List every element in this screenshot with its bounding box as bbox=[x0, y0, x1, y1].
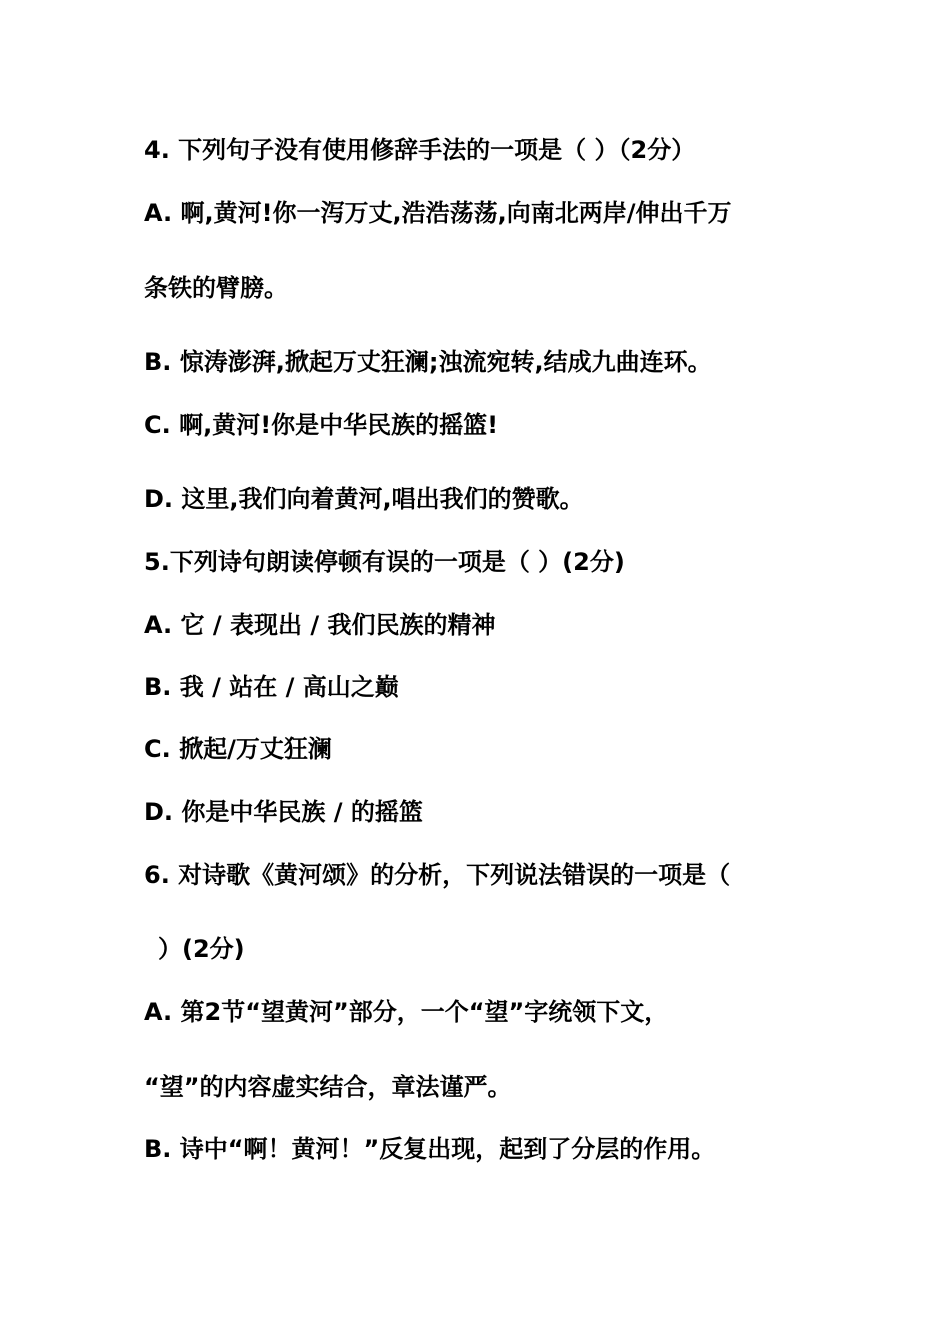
q6-option-a-line1: A. 第2节“望黄河”部分，一个“望”字统领下文， bbox=[144, 998, 669, 1026]
q4-option-c: C. 啊,黄河!你是中华民族的摇篮! bbox=[144, 411, 499, 439]
q6-option-a-line2: “望”的内容虚实结合，章法谨严。 bbox=[144, 1073, 512, 1101]
q5-option-c: C. 掀起/万丈狂澜 bbox=[144, 735, 332, 763]
q4-option-d: D. 这里,我们向着黄河,唱出我们的赞歌。 bbox=[144, 485, 584, 513]
q5-stem: 5.下列诗句朗读停顿有误的一项是（ ）(2分) bbox=[144, 548, 625, 576]
q4-stem: 4. 下列句子没有使用修辞手法的一项是（ ）（2分） bbox=[144, 136, 696, 164]
q5-option-a: A. 它 / 表现出 / 我们民族的精神 bbox=[144, 611, 496, 639]
q4-option-a-line1: A. 啊,黄河!你一泻万丈,浩浩荡荡,向南北两岸/伸出千万 bbox=[144, 199, 732, 227]
q6-stem-line2: ）(2分) bbox=[158, 935, 245, 963]
q6-stem-line1: 6. 对诗歌《黄河颂》的分析，下列说法错误的一项是（ bbox=[144, 861, 731, 889]
q5-option-b: B. 我 / 站在 / 高山之巅 bbox=[144, 673, 399, 701]
q5-option-d: D. 你是中华民族 / 的摇篮 bbox=[144, 798, 423, 826]
q6-option-b: B. 诗中“啊！黄河！”反复出现，起到了分层的作用。 bbox=[144, 1135, 716, 1163]
q4-option-b: B. 惊涛澎湃,掀起万丈狂澜;浊流宛转,结成九曲连环。 bbox=[144, 348, 712, 376]
q4-option-a-line2: 条铁的臂膀。 bbox=[144, 274, 288, 302]
